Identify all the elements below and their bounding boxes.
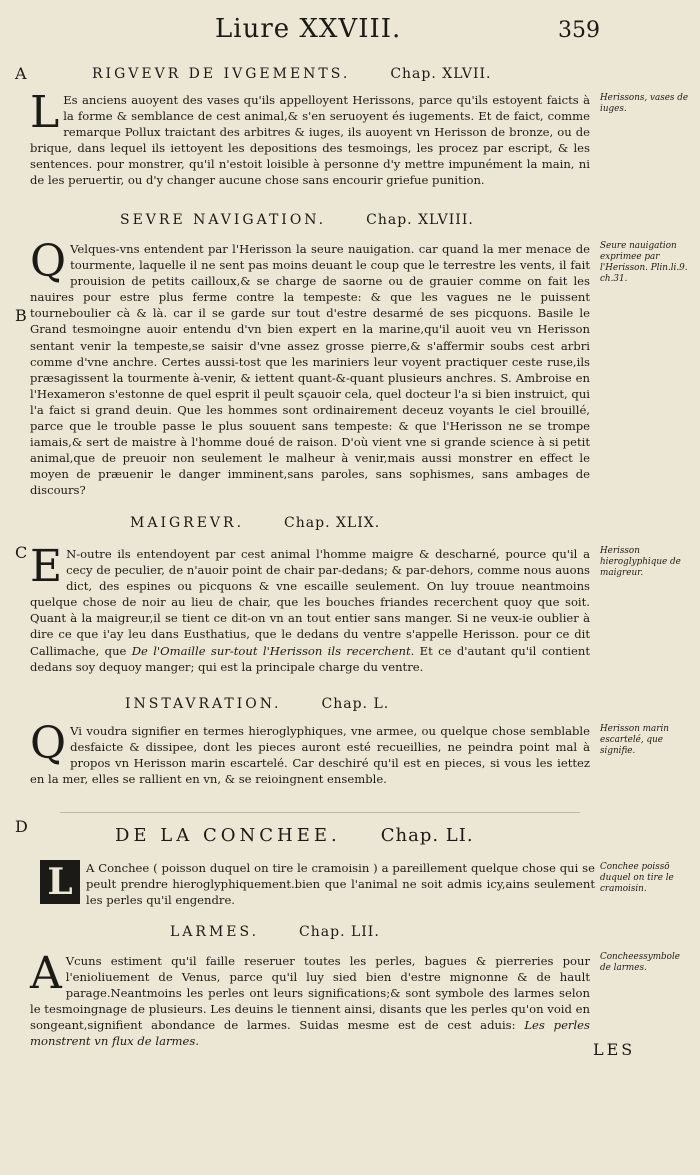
margin-note-l: Herisson marin escartelé, que signifie. [600, 724, 669, 756]
drop-cap-a: A [30, 948, 62, 999]
paragraph-text: Es anciens auoyent des vases qu'ils appelloyent Herissons, parce qu'ils estoyent faicts à la forme & semblance de cest animal,& s'en seruoyent és iugements. Et de faict, comme remarque Pollux traictant des arbitres & iuges, ils auoyent vn Herisson de bronze, ou de brique, dans lequel ils iettoyent les depositions des tesmoings, les procez par escript, & les sentences. pour monstrer, qu'il n'estoit loisible à personne d'y mettre impunément la main, ni de les peruertir, ou d'y changer aucune chose sans encourir griefue punition. [30, 93, 590, 188]
paragraph-text-continued: Et ce d'autant qu'il contient dedans soy dequoy manger; qui est la principale charge du ventre. [30, 643, 590, 674]
chapter-text-l [30, 718, 590, 803]
drop-cap-e: E [30, 541, 63, 592]
chapter-number: Chap. XLVII. [390, 66, 492, 82]
drop-cap-q: Q [30, 718, 67, 769]
chapter-heading-lii [170, 924, 380, 940]
chapter-number: Chap. XLIX. [284, 515, 381, 531]
margin-note-xlix: Herisson hieroglyphique de maigreur. [600, 546, 681, 578]
page-number: 359 [558, 18, 600, 43]
paragraph-text: N-outre ils entendoyent par cest animal l'homme maigre & descharné, pource qu'il a cecy de peculier, de n'auoir point de chair par-dedans; & par-dehors, comme nous auons dict, des espines ou picquons & vne escaille seulement. On luy trouue neantmoins quelque chose de noir au lieu de chair, que les bouches friandes recerchent quoy que soit. Quant à la maigreur,il se tient ce dit-on vn an tout entier sans manger. Si ne veux-ie oublier à dire ce que i'ay leu dans Eusthatius, que le dedans du ventre s'appelle Herisson. pour ce dit Callimache, que [30, 547, 590, 658]
margin-note-xlvii: Herissons, vases de iuges. [600, 93, 689, 114]
paragraph-text: Velques-vns entendent par l'Herisson la seure nauigation. car quand la mer menace de tourmente, laquelle il ne sent pas moins deuant le coup que le terrestre les vents, il fait prouision de petits cailloux,& se charge de saorne ou de grauier comme on fait les nauires pour estre plus ferme contre la tempeste: & que les vagues ne le puissent tourneboulier cà & là. car il se garde sur tout d'estre desarmé de ses picquons. Basile le Grand tesmoingne auoir entendu d'vn bien expert en la marine,qu'il auoit veu vn Herisson sentant venir la tempeste,se saisir d'vne assez grosse pierre,& s'affermir soubs cest arbri comme d'vne anchre. Certes aussi-tost que les mariniers leur voyent practiquer ceste ruse,ils præsagissent la tourmente à-venir, & iettent quant-&-quant plusieurs anchres. S. Ambroise en l'Hexameron s'estonne de quel esprit il peult sçauoir cela, quel docteur l'a si bien instruict, qui l'a faict si grand deuin. Que les hommes sont ordinairement deceuz voyants le ciel brouillé, parce que le trouble passe le plus souuent sans tempeste: & que l'Herisson ne se trompe iamais,& sert de maistre à l'homme doué de raison. D'où vient vne si grande science à si petit animal,que de preuoir non seulement le malheur à venir,mais aussi monstrer en effect le moyen de præuenir le danger imminent,sans paroles, sans sophismes, sans ambages de discours? [30, 242, 590, 498]
chapter-title: DE LA CONCHEE. [115, 825, 341, 846]
margin-note-lii: Concheessymbole de larmes. [600, 952, 680, 973]
ornate-initial-l: L [40, 860, 80, 904]
chapter-text-lii [30, 948, 590, 1049]
chapter-number: Chap. L. [321, 696, 390, 712]
margin-letter-b: B [15, 306, 27, 325]
chapter-text-li [40, 860, 595, 920]
chapter-heading-l [125, 696, 389, 712]
quotation: De l'Omaille sur-tout l'Herisson ils recerchent. [131, 643, 415, 658]
margin-note-xlviii: Seure nauigation exprimee par l'Herisson. Plin.li.9. ch.31. [600, 241, 688, 284]
chapter-text-xlvii [30, 87, 590, 192]
drop-cap-l: L [30, 87, 60, 138]
chapter-title: RIGVEVR DE IVGEMENTS. [92, 66, 351, 82]
margin-letter-a: A [15, 64, 27, 83]
chapter-heading-xlviii [120, 212, 474, 228]
catchword: LES [593, 1040, 636, 1059]
drop-cap-q: Q [30, 236, 67, 287]
quotation: Les perles monstrent vn flux de larmes. [30, 1018, 590, 1049]
chapter-heading-xlix [130, 515, 380, 531]
chapter-heading-li [115, 825, 474, 846]
paragraph-text: Vi voudra signifier en termes hieroglyphiques, vne armee, ou quelque chose semblable desfaicte & dissipee, dont les pieces auront esté recueillies, ne peindra point mal à propos vn Herisson marin escartelé. Car deschiré qu'il est en pieces, si vous les iettez en la mer, elles se rallient en vn, & se reioingnent ensemble. [30, 724, 590, 787]
paragraph-text: Vcuns estiment qu'il faille reseruer toutes les perles, bagues & pierreries pour l'enioliuement de Venus, parce qu'il luy sied bien d'estre mignonne & de hault parage.Neantmoins les perles ont leurs significations;& sont symbole des larmes selon le tesmoingnage de plusieurs. Les deuins le tiennent ainsi, disants que les perles qu'on void en songeant,signifient abondance de larmes. Suidas mesme est de cest aduis: [30, 954, 590, 1033]
chapter-title: MAIGREVR. [130, 515, 245, 531]
chapter-number: Chap. LII. [299, 924, 380, 940]
margin-letter-d: D [15, 817, 28, 836]
chapter-title: LARMES. [170, 924, 260, 940]
chapter-number: Chap. XLVIII. [366, 212, 474, 228]
chapter-heading-xlvii [92, 66, 491, 82]
paragraph-text: A Conchee ( poisson duquel on tire le cramoisin ) a pareillement quelque chose qui se peult prendre hieroglyphiquement.bien que l'animal ne soit admis icy,ains seulement les perles qu'il engendre. [86, 861, 595, 908]
chapter-text-xlix [30, 541, 590, 686]
margin-note-li: Conchee poissō duquel on tire le cramoisin. [600, 862, 674, 894]
divider [60, 812, 580, 813]
running-title: Liure XXVIII. [215, 14, 402, 44]
margin-letter-c: C [15, 543, 28, 562]
chapter-number: Chap. LI. [380, 825, 474, 846]
chapter-title: INSTAVRATION. [125, 696, 282, 712]
chapter-text-xlviii [30, 236, 590, 503]
chapter-title: SEVRE NAVIGATION. [120, 212, 327, 228]
